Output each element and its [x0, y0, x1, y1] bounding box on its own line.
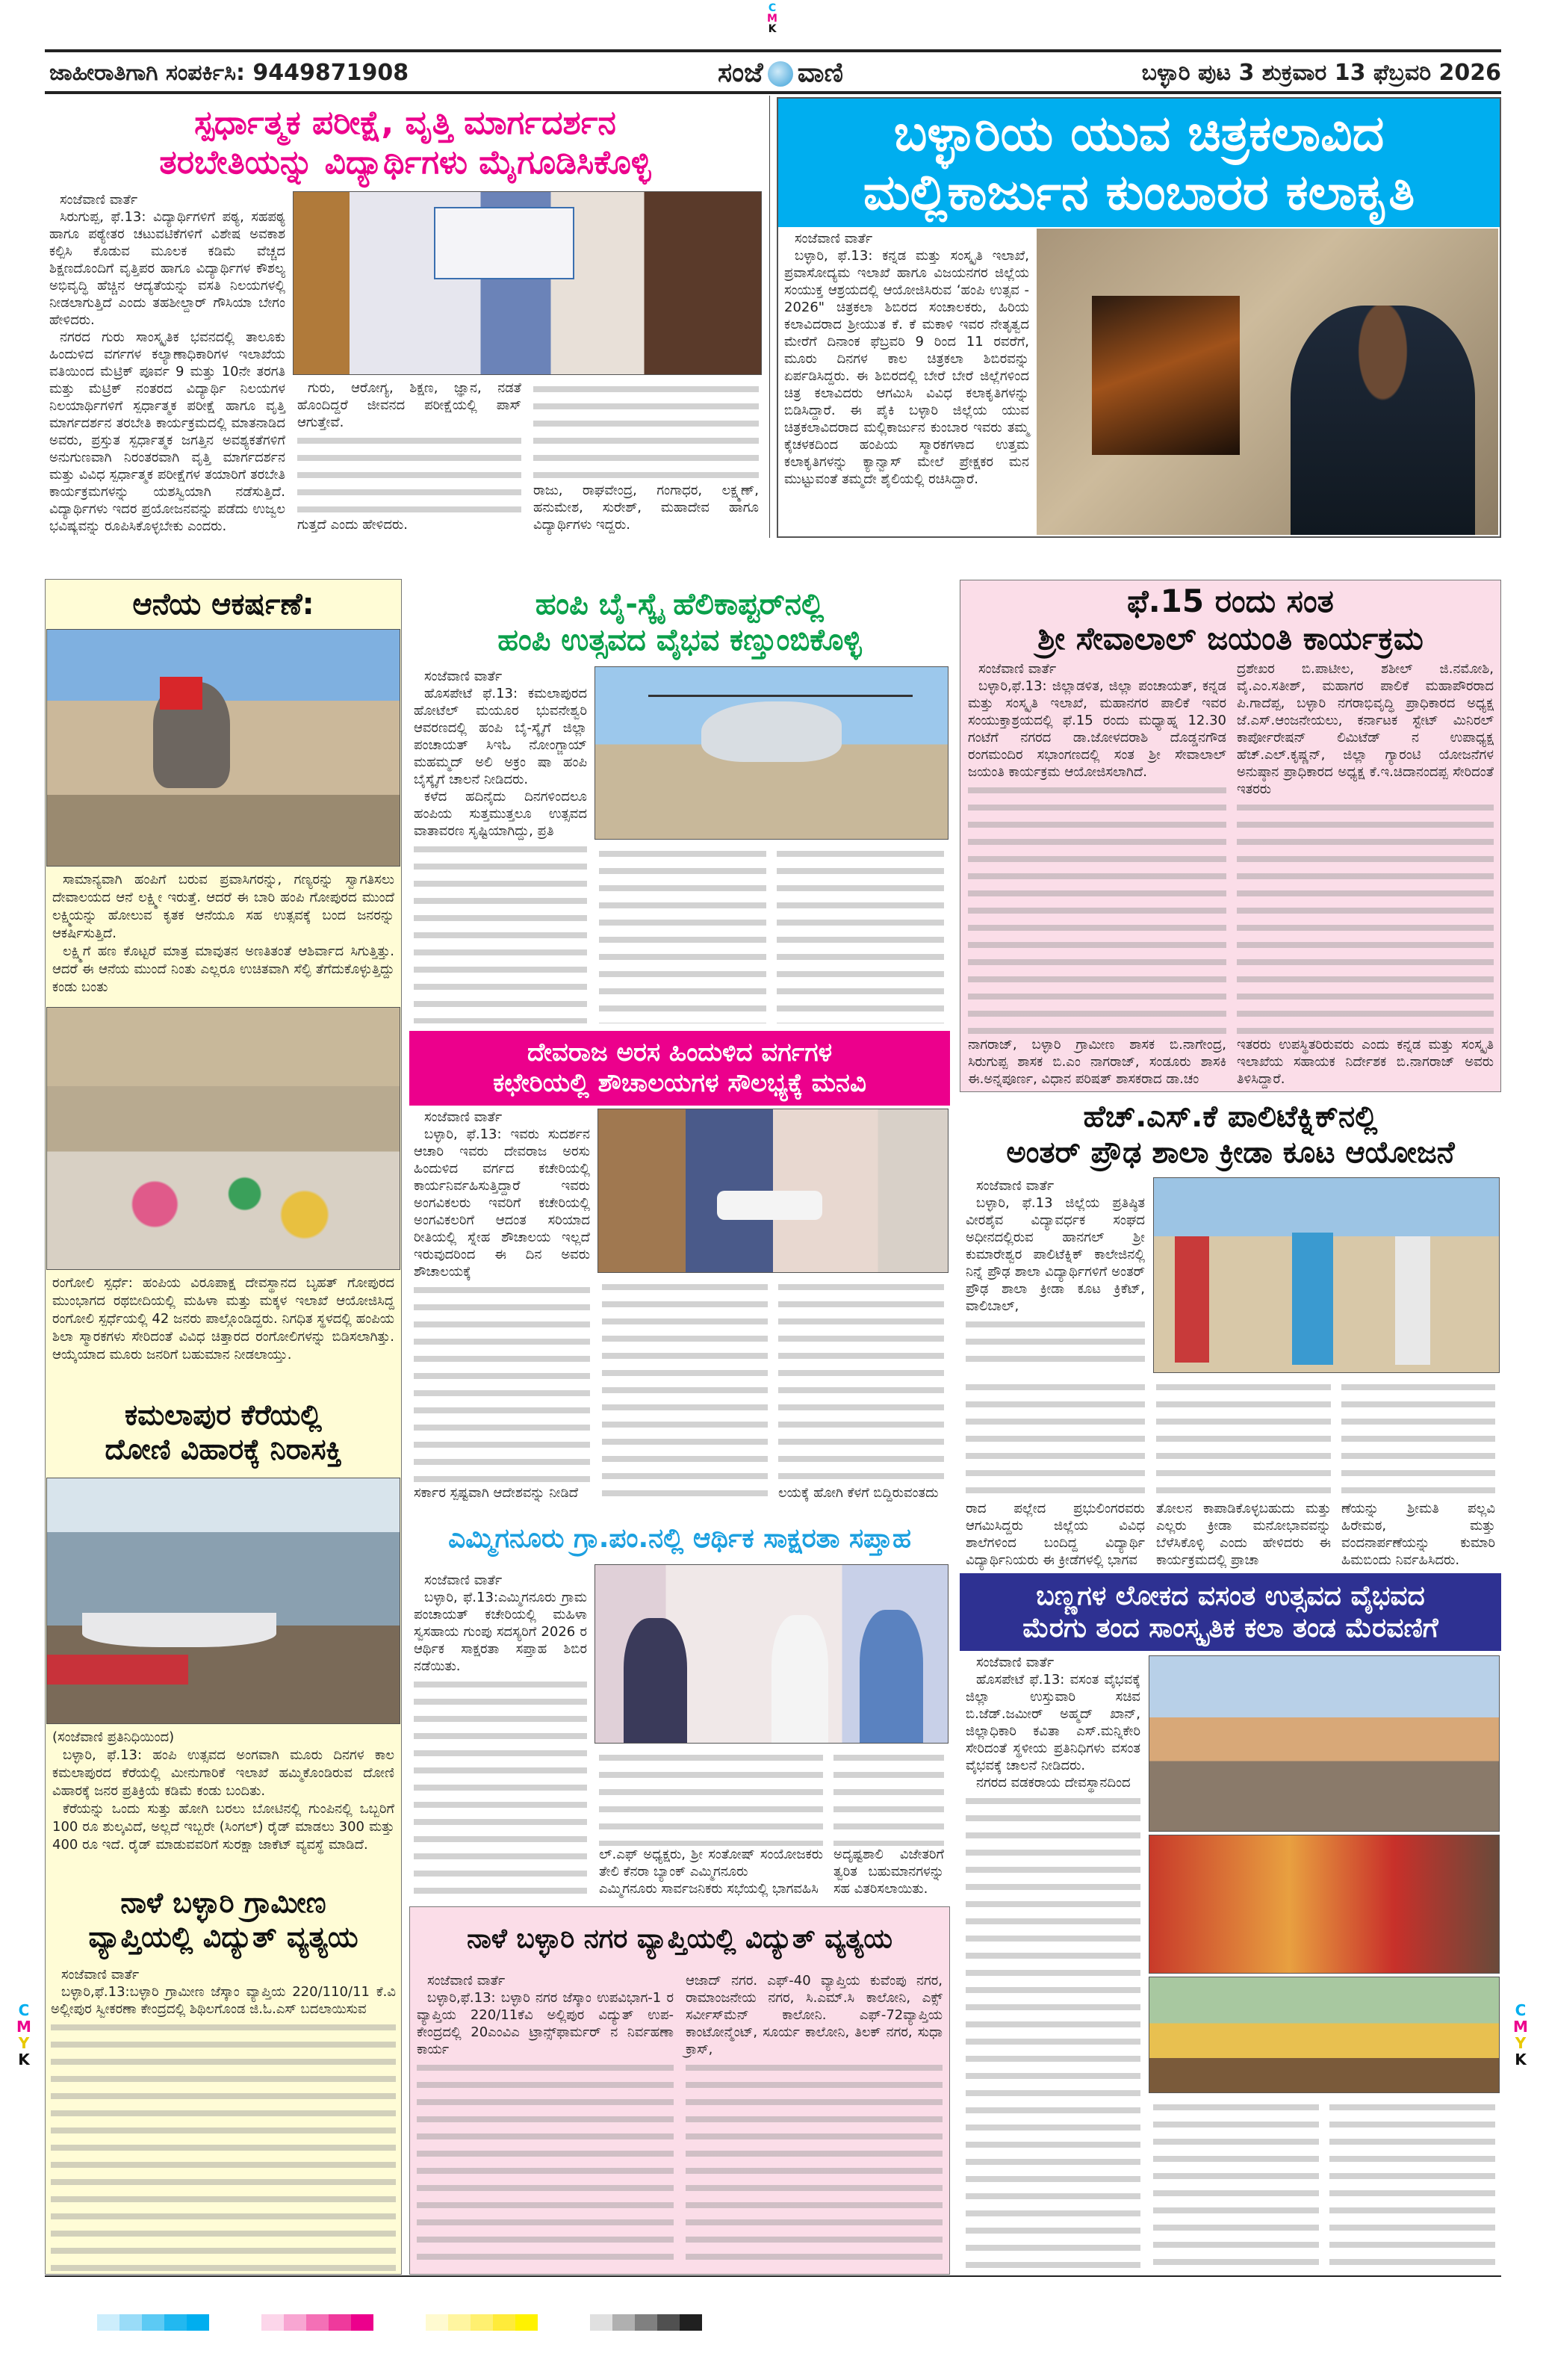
text-lines — [686, 2060, 943, 2271]
article-column — [961, 1376, 1149, 1570]
article-body-devaraja — [409, 1107, 594, 1503]
paragraph: ಕಳೆದ ಹದಿನೈದು ದಿನಗಳಿಂದಲೂ ಹಂಪಿಯ ಸುತ್ತಮುತ್ತಲೂ ಉತ್ಸವದ ವಾತಾವರಣ ಸೃಷ್ಟಿಯಾಗಿದ್ದು, ಪ್ರತಿ — [414, 789, 587, 839]
headline-line: ದೇವರಾಜ ಅರಸ ಹಿಂದುಳಿದ ವರ್ಗಗಳ — [527, 1038, 833, 1068]
byline: ಸಂಜೆವಾಣಿ ವಾರ್ತೆ — [427, 1973, 506, 1989]
rotor — [648, 695, 913, 697]
photo-elephant — [46, 629, 400, 867]
boat — [82, 1613, 276, 1647]
headline-line: ಫೆ.15 ರಂದು ಸಂತ — [1127, 582, 1334, 619]
byline: ಸಂಜೆವಾಣಿ ವಾರ್ತೆ — [424, 1572, 503, 1588]
text-lines — [1156, 1379, 1331, 1500]
color-swatch — [329, 2314, 351, 2331]
article-column — [597, 1276, 772, 1503]
text-lines — [533, 381, 759, 482]
person — [860, 1610, 923, 1744]
photo-procession-1 — [1149, 1655, 1500, 1832]
cyan-mark: C — [768, 2, 777, 14]
cyan-mark: C — [1515, 2001, 1527, 2019]
paragraph: ಲಯಕ್ಕೆ ಹೋಗಿ ಕೆಳಗೆ ಬಿದ್ದಿರುವಂತದು — [778, 1485, 939, 1501]
cyan-mark: C — [18, 2001, 30, 2019]
photo-injured-employee — [597, 1109, 949, 1273]
color-swatch — [471, 2314, 493, 2331]
color-swatch — [164, 2314, 187, 2331]
headline-line: ಶ್ರೀ ಸೇವಾಲಾಲ್ ಜಯಂತಿ ಕಾರ್ಯಕ್ರಮ — [1037, 620, 1424, 657]
article-column — [594, 1747, 828, 1899]
photo-boats — [46, 1478, 400, 1724]
headline-devaraja — [409, 1031, 950, 1106]
paragraph: ಕೆರೆಯನ್ನು ಒಂದು ಸುತ್ತು ಹೋಗಿ ಬರಲು ಬೋಟಿನಲ್ಲಿ ಗುಂಪಿನಲ್ಲಿ ಒಬ್ಬರಿಗೆ 100 ರೂ ಶುಲ್ಕವಿದೆ, ಅಲ್ಲದೆ ಇಬ್ಬರೇ (ಸಿಂಗಲ್) ರೈಡ್ ಮಾಡಲು 300 ಮತ್ತು 400 ರೂ ಇದೆ. ರೈಡ್ ಮಾಡುವವರಿಗೆ ಸುರಕ್ಷಾ ಜಾಕೆಟ್ ವ್ಯವಸ್ಥೆ ಮಾಡಿದೆ. — [52, 1801, 394, 1853]
banner — [434, 207, 574, 280]
photo-rangoli — [46, 1007, 400, 1270]
black-mark: K — [1515, 2051, 1527, 2068]
color-swatch — [284, 2314, 306, 2331]
article-body-young-artist — [780, 229, 1034, 535]
article-body-rural-power — [46, 1965, 400, 2272]
person — [624, 1618, 687, 1743]
byline: (ಸಂಜೆವಾಣಿ ಪ್ರತಿನಿಧಿಯಿಂದ) — [52, 1729, 175, 1745]
article-column — [1149, 2096, 1323, 2274]
text-lines — [966, 1316, 1145, 1373]
article-column — [1232, 659, 1498, 1089]
paragraph: ಹೊಸಪೇಟೆ ಫೆ.13: ವಸಂತ ವೈಭವಕ್ಕೆ ಜಿಲ್ಲಾ ಉಸ್ತುವಾರಿ ಸಚಿವ ಬಿ.ಜೆಡ್.ಜಮೀರ್ ಅಹ್ಮದ್ ಖಾನ್, ಜಿಲ್ಲಾಧಿಕಾರಿ ಕವಿತಾ ಎಸ್.ಮನ್ನಿಕೇರಿ ಸೇರಿದಂತೆ ಸ್ಥಳೀಯ ಪ್ರತಿನಿಧಿಗಳು ವಸಂತ ವೈಭವಕ್ಕೆ ಚಾಲನೆ ನೀಡಿದರು. — [966, 1672, 1140, 1773]
person — [1292, 1233, 1333, 1365]
headline-kamalapura — [45, 1395, 402, 1470]
text-lines — [966, 1793, 1140, 2272]
article-column — [1152, 1376, 1335, 1570]
text-lines — [414, 1676, 587, 1897]
byline: ಸಂಜೆವಾಣಿ ವಾರ್ತೆ — [976, 1178, 1055, 1194]
yellow-mark: Y — [1515, 2034, 1527, 2052]
article-body-city-power — [412, 1971, 678, 2272]
caption-paragraph: ಲಕ್ಷ್ಮಿಗೆ ಹಣ ಕೊಟ್ಟರೆ ಮಾತ್ರ ಮಾವುತನ ಅಣತಿತಂತೆ ಆಶಿರ್ವಾದ ಸಿಗುತ್ತಿತ್ತು. ಆದರೆ ಈ ಆನೆಯ ಮುಂದೆ ನಿಂತು ಎಲ್ಲರೂ ಉಚಿತವಾಗಿ ಸೆಲ್ಫಿ ತೆಗೆದುಕೊಳ್ಳುತ್ತಿದ್ದು ಕಂಡು ಬಂತು — [52, 943, 394, 995]
paragraph: ರಾದ ಪಲ್ಲೇದ ಪ್ರಭುಲಿಂಗರವರು ಆಗಮಿಸಿದ್ದರು ಜಿಲ್ಲೆಯ ವಿವಿಧ ಶಾಲೆಗಳಿಂದ ಬಂದಿದ್ದ ವಿದ್ಯಾರ್ಥಿ ವಿದ್ಯಾರ್ಥಿನಿಯರು ಈ ಕ್ರೀಡೆಗಳಲ್ಲಿ ಭಾಗವ — [966, 1501, 1145, 1568]
paragraph: ಣೆಯನ್ನು ಶ್ರೀಮತಿ ಪಲ್ಲವಿ ಹಿರೇಮಠ, ಮತ್ತು ವಂದನಾರ್ಪಣೆಯನ್ನು ಕುಮಾರಿ ಹಿಮಬಿಂದು ನಿರ್ವಹಿಸಿದರು. — [1341, 1501, 1495, 1568]
canvas-painting — [1092, 296, 1240, 455]
headline-line: ಬಣ್ಣಗಳ ಲೋಕದ ವಸಂತ ಉತ್ಸವದ ವೈಭವದ — [1036, 1580, 1425, 1611]
paragraph: ಎಮ್ಮಿಗನೂರು ಸಾರ್ವಜನಿಕರು ಸಭೆಯಲ್ಲಿ ಭಾಗವಹಿಸಿ — [599, 1881, 819, 1897]
text-lines — [777, 846, 944, 1023]
article-body-hsk-polytechnic — [961, 1176, 1149, 1375]
text-lines — [51, 2019, 396, 2271]
headline-emmiganur: ಎಮ್ಮಿಗನೂರು ಗ್ರಾ.ಪಂ.ನಲ್ಲಿ ಆರ್ಥಿಕ ಸಾಕ್ಷರತಾ ಸಪ್ತಾಹ — [448, 1523, 911, 1555]
color-swatch — [493, 2314, 515, 2331]
paragraph: ಹೊಸಪೇಟೆ ಫೆ.13: ಕಮಲಾಪುರದ ಹೋಟೆಲ್ ಮಯೂರ ಭುವನೇಶ್ವರಿ ಆವರಣದಲ್ಲಿ ಹಂಪಿ ಬೈ-ಸ್ಕೈಗೆ ಜಿಲ್ಲಾ ಪಂಚಾಯತ್ ಸಿಇಓ ನೋಂಗ್ಜಾಯ್ ಮಹಮ್ಮದ್ ಅಲಿ ಅಕ್ರಂ ಷಾ ಹಂಪಿ ಬೈಸ್ಕೈಗೆ ಚಾಲನೆ ನೀಡಿದರು. — [414, 686, 587, 787]
byline: ಸಂಜೆವಾಣಿ ವಾರ್ತೆ — [978, 661, 1057, 677]
headline-hampi-heli — [409, 580, 950, 665]
article-column — [594, 843, 771, 1025]
paragraph: ನಗರದ ಗುರು ಸಾಂಸ್ಕೃತಿಕ ಭವನದಲ್ಲಿ ತಾಲೂಕು ಹಿಂದುಳಿದ ವರ್ಗಗಳ ಕಲ್ಯಾಣಾಧಿಕಾರಿಗಳ ಇಲಾಖೆಯ ವತಿಯಿಂದ ಮೆಟ್ರಿಕ್ ಪೂರ್ವ 9 ಮತ್ತು 10ನೇ ತರಗತಿ ಮತ್ತು ಮೆಟ್ರಿಕ್ ನಂತರದ ವಿದ್ಯಾರ್ಥಿ ನಿಲಯಗಳ ನಿಲಯಾರ್ಥಿಗಳಿಗೆ ಸ್ಪರ್ಧಾತ್ಮಕ ಪರೀಕ್ಷೆ ಹಾಗೂ ವೃತ್ತಿ ಮಾರ್ಗದರ್ಶನ ತರಬೇತಿ ಕಾರ್ಯಕ್ರಮದಲ್ಲಿ ಮಾತನಾಡಿದ ಅವರು, ಪ್ರಸ್ತುತ ಸ್ಪರ್ಧಾತ್ಮಕ ಜಗತ್ತಿನ ಅವಶ್ಯಕತೆಗಳಿಗೆ ಅನುಗುಣವಾಗಿ ನಿರಂತರವಾಗಿ ವೃತ್ತಿ ಮಾರ್ಗದರ್ಶನ ಮತ್ತು ವಿವಿಧ ಸ್ಪರ್ಧಾತ್ಮಕ ಪರೀಕ್ಷೆಗಳ ತಯಾರಿಗೆ ತರಬೇತಿ ಕಾರ್ಯಕ್ರಮಗಳನ್ನು ಯಶಸ್ವಿಯಾಗಿ ನಡೆಸುತ್ತಿದೆ. ವಿದ್ಯಾರ್ಥಿಗಳು ಇದರ ಪ್ರಯೋಜನವನ್ನು ಪಡೆದು ಉಜ್ವಲ ಭವಿಷ್ಯವನ್ನು ರೂಪಿಸಿಕೊಳ್ಳಬೇಕು ಎಂದರು. — [49, 329, 285, 534]
color-swatch — [351, 2314, 373, 2331]
paragraph: ರಾಜು, ರಾಘವೇಂದ್ರ, ಗಂಗಾಧರ, ಲಕ್ಷ್ಮಣ್, ಹನುಮೇಶ, ಸುರೇಶ್, ಮಹಾದೇವ ಹಾಗೂ ವಿದ್ಯಾರ್ಥಿಗಳು ಇದ್ದರು. — [533, 483, 759, 533]
article-column — [1325, 2096, 1500, 2274]
photo-procession-2 — [1149, 1835, 1500, 1974]
headline-line: ವ್ಯಾಪ್ತಿಯಲ್ಲಿ ವಿದ್ಯುತ್ ವ್ಯತ್ಯಯ — [88, 1921, 358, 1953]
text-lines — [602, 1279, 768, 1502]
headline-rural-power — [45, 1879, 402, 1962]
color-swatch — [142, 2314, 164, 2331]
color-swatch — [261, 2314, 284, 2331]
headline-line: ಕಮಲಾಪುರ ಕೆರೆಯಲ್ಲಿ — [125, 1398, 322, 1432]
text-lines — [1237, 799, 1494, 1036]
paragraph: ಅದೃಷ್ಟಶಾಲಿ ವಿಜೇತರಿಗೆ ತ್ವರಿತ ಬಹುಮಾನಗಳನ್ನು ಸಹ ವಿತರಿಸಲಾಯಿತು. — [833, 1847, 944, 1897]
color-swatch — [680, 2314, 702, 2331]
headline-line: ಮೆರಗು ತಂದ ಸಾಂಸ್ಕೃತಿಕ ಕಲಾ ತಂಡ ಮೆರವಣಿಗೆ — [1022, 1613, 1438, 1643]
headline-line: ಕಛೇರಿಯಲ್ಲಿ ಶೌಚಾಲಯಗಳ ಸೌಲಭ್ಯಕ್ಕೆ ಮನವಿ — [493, 1068, 866, 1098]
magenta-mark: M — [767, 13, 777, 25]
paragraph: ಗುರು, ಆರೋಗ್ಯ, ಶಿಕ್ಷಣ, ಜ್ಞಾನ, ನಡತೆ ಹೊಂದಿದ್ದರೆ ಜೀವನದ ಪರೀಕ್ಷೆಯಲ್ಲಿ ಪಾಸ್ ಆಗುತ್ತೇವೆ. — [297, 380, 521, 430]
color-swatch — [657, 2314, 680, 2331]
text-lines — [966, 1379, 1145, 1500]
person — [1175, 1236, 1209, 1363]
photo-procession-3 — [1149, 1977, 1500, 2093]
text-lines — [833, 1750, 944, 1846]
text-lines — [1341, 1379, 1495, 1500]
masthead-logo — [695, 54, 866, 93]
masthead-right: ವಾಣಿ — [797, 58, 843, 88]
yellow-mark: Y — [18, 2034, 30, 2052]
headline-young-artist — [778, 99, 1500, 227]
paragraph: ಸಿರುಗುಪ್ಪ, ಫೆ.13: ವಿದ್ಯಾರ್ಥಿಗಳಿಗೆ ಪಠ್ಯ, ಸಹಪಠ್ಯ ಹಾಗೂ ಪಠ್ಯೇತರ ಚಟುವಟಿಕೆಗಳಿಗೆ ವಿಶೇಷ ಅವಕಾಶ ಕಲ್ಪಿಸಿ ಕೊಡುವ ಮೂಲಕ ಕಡಿಮೆ ವೆಚ್ಚದ ಶಿಕ್ಷಣದೊಂದಿಗೆ ವೃತ್ತಿಪರ ಹಾಗೂ ವಿದ್ಯಾರ್ಥಿಗಳ ಕೌಶಲ್ಯ ಅಭಿವೃದ್ಧಿ ಹೆಚ್ಚಿನ ಆದ್ಯತೆಯನ್ನು ವಸತಿ ನಿಲಯಗಳಲ್ಲಿ ನೀಡಲಾಗುತ್ತಿದೆ ಎಂದು ತಹಶೀಲ್ದಾರ್ ಗೌಸಿಯಾ ಬೇಗಂ ಹೇಳಿದರು. — [49, 209, 285, 328]
caption-paragraph: ಸಾಮಾನ್ಯವಾಗಿ ಹಂಪಿಗೆ ಬರುವ ಪ್ರವಾಸಿಗರನ್ನು, ಗಣ್ಯರನ್ನು ಸ್ವಾಗತಿಸಲು ದೇವಾಲಯದ ಆನೆ ಲಕ್ಷ್ಮೀ ಇರುತ್ತೆ. ಆದರೆ ಈ ಬಾರಿ ಹಂಪಿ ಗೋಪುರದ ಮುಂದೆ ಲಕ್ಷ್ಮಿಯನ್ನು ಹೋಲುವ ಕೃತಕ ಆನೆಯೂ ಸಹ ಉತ್ಸವಕ್ಕೆ ಬಂದ ಜನರನ್ನು ಆಕರ್ಷಿಸುತ್ತಿದೆ. — [52, 872, 394, 941]
article-column — [529, 378, 763, 535]
paragraph: ನಗರದ ವಡಕರಾಯ ದೇವಸ್ಥಾನದಿಂದ — [976, 1775, 1131, 1791]
rangoli-pattern — [65, 1152, 364, 1256]
text-lines — [414, 1282, 590, 1484]
paragraph: ಬಳ್ಳಾರಿ,ಫೆ.13: ಬಳ್ಳಾರಿ ನಗರ ಜೆಸ್ಕಾಂ ಉಪವಿಭಾಗ-1 ರ ವ್ಯಾಪ್ತಿಯ 220/11ಕೆವಿ ಅಲ್ಲಿಪುರ ವಿದ್ಯುತ್ ಉಪ-ಕೇಂದ್ರದಲ್ಲಿ 20ಎಂವಿಎ ಟ್ರಾನ್ಸ್‌ಫಾರ್ಮರ್ ನ ನಿರ್ವಹಣಾ ಕಾರ್ಯ — [417, 1990, 674, 2057]
headline-line: ತರಬೇತಿಯನ್ನು ವಿದ್ಯಾರ್ಥಿಗಳು ಮೈಗೂಡಿಸಿಕೊಳ್ಳಿ — [159, 143, 651, 182]
photo-artist-painting — [1037, 229, 1498, 535]
elephant-cloth — [160, 677, 202, 710]
article-column — [293, 378, 526, 535]
paragraph: ಬಳ್ಳಾರಿ, ಫೆ.13: ಹಂಪಿ ಉತ್ಸವದ ಅಂಗವಾಗಿ ಮೂರು ದಿನಗಳ ಕಾಲ ಕಮಲಾಪುರದ ಕೆರೆಯಲ್ಲಿ ಮೀನುಗಾರಿಕೆ ಇಲಾಖೆ ಹಮ್ಮಿಕೊಂಡಿರುವ ದೋಣಿ ವಿಹಾರಕ್ಕೆ ಜನರ ಪ್ರತಿಕ್ರಿಯೆ ಕಡಿಮೆ ಕಂಡು ಬಂದಿತು. — [52, 1747, 394, 1799]
globe-icon — [768, 61, 793, 87]
color-swatch — [306, 2314, 329, 2331]
person — [772, 1615, 828, 1743]
caption-rangoli: ರಂಗೋಲಿ ಸ್ಪರ್ಧೆ: ಹಂಪಿಯ ವಿರೂಪಾಕ್ಷ ದೇವಸ್ಥಾನದ ಬೃಹತ್ ಗೋಪುರದ ಮುಂಭಾಗದ ರಥಬೀದಿಯಲ್ಲಿ ಮಹಿಳಾ ಮತ್ತು ಮಕ್ಕಳ ಇಲಾಖೆ ಆಯೋಜಿಸಿದ್ದ ರಂಗೋಲಿ ಸ್ಪರ್ಧೆಯಲ್ಲಿ 42 ಜನರು ಪಾಲ್ಗೊಂಡಿದ್ದರು. ನಿಗಧಿತ ಸ್ಥಳದಲ್ಲಿ ಹಂಪಿಯ ಶಿಲಾ ಸ್ಮಾರಕಗಳು ಸೇರಿದಂತೆ ವಿವಿಧ ಚಿತ್ತಾರದ ರಂಗೋಲಿಗಳನ್ನು ಬಿಡಿಸಲಾಗಿತ್ತು. ಆಯ್ಕೆಯಾದ ಮೂರು ಜನರಿಗೆ ಬಹುಮಾನ ನೀಡಲಾಯ್ತು. — [52, 1275, 394, 1363]
color-swatch — [97, 2314, 119, 2331]
headline-line: ಹಂಪಿ ಉತ್ಸವದ ವೈಭವ ಕಣ್ತುಂಬಿಕೊಳ್ಳಿ — [497, 623, 862, 657]
paragraph: ಬಳ್ಳಾರಿ,ಫೆ.13:ಬಳ್ಳಾರಿ ಗ್ರಾಮೀಣ ಜೆಸ್ಕಾಂ ವ್ಯಾಪ್ತಿಯ 220/110/11 ಕೆ.ವಿ ಅಲ್ಲೀಪುರ ಸ್ವೀಕರಣಾ ಕೇಂದ್ರದಲ್ಲಿ ಶಿಥಿಲಗೊಂಡ ಜಿ.ಓ.ಎಸ್ ಬದಲಾಯಿಸುವ — [51, 1984, 396, 2017]
photo-sports-meet — [1153, 1177, 1500, 1373]
byline: ಸಂಜೆವಾಣಿ ವಾರ್ತೆ — [61, 1967, 140, 1983]
article-body-competitive-exam — [45, 190, 290, 535]
paragraph: ಬಳ್ಳಾರಿ, ಫೆ.13:ಎಮ್ಮಿಗನೂರು ಗ್ರಾಮ ಪಂಚಾಯತ್ ಕಚೇರಿಯಲ್ಲಿ ಮಹಿಳಾ ಸ್ವಸಹಾಯ ಗುಂಪು ಸದಸ್ಯರಿಗೆ 2026 ರ ಆರ್ಥಿಕ ಸಾಕ್ಷರತಾ ಸಪ್ತಾಹ ಶಿಬಿರ ನಡೆಯಿತು. — [414, 1590, 587, 1674]
boat — [47, 1655, 188, 1684]
headline-line: ಬಳ್ಳಾರಿಯ ಯುವ ಚಿತ್ರಕಲಾವಿದ — [893, 104, 1385, 162]
photo-financial-literacy — [594, 1564, 949, 1744]
paragraph: ಗುತ್ತದೆ ಎಂದು ಹೇಳಿದರು. — [297, 517, 408, 533]
paragraph: ನಾಗರಾಜ್, ಬಳ್ಳಾರಿ ಗ್ರಾಮೀಣ ಶಾಸಕ ಬಿ.ನಾಗೇಂದ್ರ, ಸಿರುಗುಪ್ಪ ಶಾಸಕ ಬಿ.ಎಂ ನಾಗರಾಜ್, ಸಂಡೂರು ಶಾಸಕಿ ಈ.ಅನ್ನಪೂರ್ಣ, ವಿಧಾನ ಪರಿಷತ್ ಶಾಸಕರಾದ ಡಾ.ಚಂ — [968, 1037, 1226, 1087]
black-mark: K — [18, 2051, 30, 2068]
color-swatch — [426, 2314, 448, 2331]
color-swatch — [448, 2314, 471, 2331]
article-column — [1337, 1376, 1500, 1570]
text-lines — [778, 1279, 944, 1484]
text-lines — [968, 782, 1226, 1036]
color-swatch — [515, 2314, 538, 2331]
caption-elephant — [46, 868, 400, 1002]
artist-figure — [1291, 306, 1475, 536]
article-column — [681, 1971, 947, 2272]
headline-line: ಹೆಚ್.ಎಸ್.ಕೆ ಪಾಲಿಟೆಕ್ನಿಕ್‌ನಲ್ಲಿ — [1083, 1100, 1378, 1134]
text-lines — [599, 1750, 823, 1846]
headline-line: ದೋಣಿ ವಿಹಾರಕ್ಕೆ ನಿರಾಸಕ್ತಿ — [105, 1433, 342, 1466]
registration-mark-left — [16, 2002, 31, 2068]
photo-student-training-event — [293, 191, 762, 375]
ad-contact: ಜಾಹೀರಾತಿಗಾಗಿ ಸಂಪರ್ಕಿಸಿ: 9449871908 — [49, 60, 409, 86]
paragraph: ತೋಲನ ಕಾಪಾಡಿಕೊಳ್ಳಬಹುದು ಮತ್ತು ಎಲ್ಲರು ಕ್ರೀಡಾ ಮನೋಭಾವವನ್ನು ಬೆಳೆಸಿಕೊಳ್ಳಿ ಎಂದು ಹೇಳಿದರು ಈ ಕಾರ್ಯಕ್ರಮದಲ್ಲಿ ಪ್ರಾಚಾ — [1156, 1501, 1331, 1568]
paragraph: ಬಳ್ಳಾರಿ, ಫೆ.13: ಕನ್ನಡ ಮತ್ತು ಸಂಸ್ಕೃತಿ ಇಲಾಖೆ, ಪ್ರವಾಸೋದ್ಯಮ ಇಲಾಖೆ ಹಾಗೂ ವಿಜಯನಗರ ಜಿಲ್ಲೆಯ ಸಂಯುಕ್ತ ಆಶ್ರಯದಲ್ಲಿ ಆಯೋಜಿಸಿರುವ ‘ಹಂಪಿ ಉತ್ಸವ - 2026" ಚಿತ್ರಕಲಾ ಶಿಬಿರದ ಸಂಚಾಲಕರು, ಹಿರಿಯ ಕಲಾವಿದರಾದ ಶ್ರೀಯುತ ಕೆ. ಕೆ ಮಕಾಳಿ ಇವರ ನೇತೃತ್ವದ ಮೇರೆಗೆ ದಿನಾಂಕ ಫೆಬ್ರವರಿ 9 ರಿಂದ 11 ರವರೆಗೆ, ಮೂರು ದಿನಗಳ ಕಾಲ ಚಿತ್ರಕಲಾ ಶಿಬಿರವನ್ನು ಏರ್ಪಡಿಸಿದ್ದರು. ಈ ಶಿಬಿರದಲ್ಲಿ ಬೇರೆ ಬೇರೆ ಜಿಲ್ಲೆಗಳಿಂದ ಚಿತ್ರ ಕಲಾವಿದರು ಆಗಮಿಸಿ ವಿವಿಧ ಕಲಾಕೃತಿಗಳನ್ನು ಬಿಡಿಸಿದ್ದಾರೆ. ಈ ಪೈಕಿ ಬಳ್ಳಾರಿ ಜಿಲ್ಲೆಯ ಯುವ ಚಿತ್ರಕಲಾವಿದರಾದ ಮಲ್ಲಿಕಾರ್ಜುನ ಕುಂಬಾರ ಇವರು ತಮ್ಮ ಕೈಚಳಕದಿಂದ ಹಂಪಿಯ ಸ್ಮಾರಕಗಳಾದ ಉತ್ತಮ ಕಲಾಕೃತಿಗಳನ್ನು ಕ್ಯಾನ್ವಾಸ್ ಮೇಲೆ ಪ್ರೇಕ್ಷಕರ ಮನ ಮುಟ್ಟುವಂತೆ ತಮ್ಮದೇ ಶೈಲಿಯಲ್ಲಿ ರಚಿಸಿದ್ದಾರೆ. — [784, 248, 1029, 487]
magenta-mark: M — [16, 2018, 31, 2036]
byline: ಸಂಜೆವಾಣಿ ವಾರ್ತೆ — [424, 1109, 503, 1125]
registration-mark-top — [765, 3, 780, 34]
footer-rule — [45, 2275, 1501, 2277]
article-body-hampi-heli — [409, 666, 592, 1025]
byline: ಸಂಜೆವಾಣಿ ವಾರ್ತೆ — [976, 1655, 1055, 1670]
headline-sevalal — [961, 583, 1500, 657]
person — [1395, 1236, 1429, 1365]
text-lines — [1153, 2099, 1319, 2272]
headline-line: ಮಲ್ಲಿಕಾರ್ಜುನ ಕುಂಬಾರರ ಕಲಾಕೃತಿ — [863, 164, 1415, 221]
column-divider — [769, 96, 770, 538]
bandaged-leg — [717, 1191, 822, 1220]
edition-info: ಬಳ್ಳಾರಿ ಪುಟ 3 ಶುಕ್ರವಾರ 13 ಫೆಬ್ರವರಿ 2026 — [1141, 60, 1501, 86]
headline-line: ನಾಳೆ ಬಳ್ಳಾರಿ ಗ್ರಾಮೀಣ — [120, 1886, 326, 1920]
text-lines — [414, 841, 587, 1023]
article-body-emmiganur — [409, 1570, 592, 1899]
text-lines — [599, 846, 766, 1023]
paragraph: ಸರ್ಕಾರ ಸ್ಪಷ್ಟವಾಗಿ ಆದೇಶವನ್ನು ನೀಡಿದೆ — [414, 1485, 579, 1501]
photo-helicopter — [594, 666, 949, 840]
headline-hsk-polytechnic — [960, 1095, 1501, 1174]
byline: ಸಂಜೆವಾಣಿ ವಾರ್ತೆ — [60, 192, 138, 208]
paragraph: ಬಳ್ಳಾರಿ, ಫೆ.13: ಇವರು ಸುದರ್ಶನ ಆಚಾರಿ ಇವರು ದೇವರಾಜ ಅರಸು ಹಿಂದುಳಿದ ವರ್ಗದ ಕಚೇರಿಯಲ್ಲಿ ಕಾರ್ಯನಿರ್ವಹಿಸುತ್ತಿದ್ದಾರೆ ಇವರು ಅಂಗವಿಕಲರು ಇವರಿಗೆ ಕಚೇರಿಯಲ್ಲಿ ಅಂಗವಿಕಲರಿಗೆ ಆದಂತ ಸರಿಯಾದ ರೀತಿಯಲ್ಲಿ ಸ್ನೇಹ ಶೌಚಾಲಯ ಇಲ್ಲದೆ ಇರುವುದರಿಂದ ಈ ದಿನ ಅವರು ಶೌಚಾಲಯಕ್ಕೆ — [414, 1127, 590, 1280]
masthead-left: ಸಂಜೆ — [717, 58, 763, 88]
headline-vasantha — [960, 1573, 1501, 1651]
headline-line: ಹಂಪಿ ಬೈ-ಸ್ಕೈ ಹೆಲಿಕಾಪ್ಟರ್‌ನಲ್ಲಿ — [535, 587, 825, 622]
paragraph: ಇತರರು ಉಪಸ್ಥಿತರಿರುವರು ಎಂದು ಕನ್ನಡ ಮತ್ತು ಸಂಸ್ಕೃತಿ ಇಲಾಖೆಯ ಸಹಾಯಕ ನಿರ್ದೇಶಕ ಬಿ.ನಾಗರಾಜ್ ಅವರು ತಿಳಿಸಿದ್ದಾರೆ. — [1237, 1037, 1494, 1087]
article-body-vasantha — [961, 1652, 1145, 2274]
article-kamalapura-body — [46, 1726, 400, 1871]
color-swatch — [187, 2314, 209, 2331]
color-swatch — [635, 2314, 657, 2331]
color-swatch — [612, 2314, 635, 2331]
text-lines — [297, 433, 521, 516]
text-lines — [1329, 2099, 1495, 2272]
paragraph: ಲ್.ಎಫ್ ಅಧ್ಯಕ್ಷರು, ಶ್ರೀ ಸಂತೋಷ್ ಸಂಯೋಜಕರು ತೇಲಿ ಕೆನರಾ ಬ್ಯಾಂಕ್ ಎಮ್ಮಿಗನೂರು — [599, 1847, 823, 1879]
paragraph: ಆಜಾದ್ ನಗರ. ಎಫ್-40 ವ್ಯಾಪ್ತಿಯ ಕುವೆಂಪು ನಗರ, ರಾಮಾಂಜನೇಯ ನಗರ, ಸಿ.ಎಮ್.ಸಿ ಕಾಲೋನಿ, ಎಕ್ಸ್ ಸರ್ವೀಸ್‌ಮೆನ್ ಕಾಲೋನಿ. ಎಫ್-72ವ್ಯಾಪ್ತಿಯ ಕಾಂಟೋನ್ಮೆಂಟ್, ಸೂರ್ಯ ಕಾಲೋನಿ, ತಿಲಕ್ ನಗರ, ಸುಧಾ ಕ್ರಾಸ್, — [686, 1973, 943, 2057]
headline-line: ಸ್ಪರ್ಧಾತ್ಮಕ ಪರೀಕ್ಷೆ, ವೃತ್ತಿ ಮಾರ್ಗದರ್ಶನ — [194, 104, 616, 143]
byline: ಸಂಜೆವಾಣಿ ವಾರ್ತೆ — [795, 231, 873, 247]
headline-city-power: ನಾಳೆ ಬಳ್ಳಾರಿ ನಗರ ವ್ಯಾಪ್ತಿಯಲ್ಲಿ ವಿದ್ಯುತ್ ವ್ಯತ್ಯಯ — [467, 1924, 892, 1955]
paragraph: ಬಳ್ಳಾರಿ, ಫೆ.13 ಜಿಲ್ಲೆಯ ಪ್ರತಿಷ್ಠಿತ ವೀರಶೈವ ವಿದ್ಯಾವರ್ಧಕ ಸಂಘದ ಅಧೀನದಲ್ಲಿರುವ ಹಾನಗಲ್ ಶ್ರೀ ಕುಮಾರೇಶ್ವರ ಪಾಲಿಟೆಕ್ನಿಕ್ ಕಾಲೇಜಿನಲ್ಲಿ ನಿನ್ನೆ ಪ್ರೌಢ ಶಾಲಾ ವಿದ್ಯಾರ್ಥಿಗಳಿಗೆ ಅಂತರ್ ಪ್ರೌಢ ಶಾಲಾ ಕ್ರೀಡಾ ಕೂಟ ಕ್ರಿಕೆಟ್, ವಾಲಿಬಾಲ್, — [966, 1195, 1145, 1314]
paragraph: ದ್ರಶೇಖರ ಬಿ.ಪಾಟೀಲ, ಶಶೀಲ್ ಜಿ.ನಮೋಶಿ, ವೈ.ಎಂ.ಸತೀಶ್, ಮಹಾಗರ ಪಾಲಿಕೆ ಮಹಾಪೌರರಾದ ಪಿ.ಗಾದೆಪ್ಪ, ಬಳ್ಳಾರಿ ನಗರಾಭಿವೃದ್ಧಿ ಪ್ರಾಧಿಕಾರದ ಅಧ್ಯಕ್ಷ ಜೆ.ಎಸ್.ಆಂಜನೇಯಲು, ಕರ್ನಾಟಕ ಸ್ಟೇಟ್ ಮಿನಿರಲ್ ಕಾರ್ಪೋರೇಷನ್ ಲಿಮಿಟೆಡ್ ನ ಉಪಾಧ್ಯಕ್ಷ ಹೆಚ್.ಎಲ್.ಕೃಷ್ಣನ್, ಜಿಲ್ಲಾ ಗ್ಯಾರಂಟಿ ಯೋಜನೆಗಳ ಅನುಷ್ಠಾನ ಪ್ರಾಧಿಕಾರದ ಅಧ್ಯಕ್ಷ ಕೆ.ಇ.ಚಿದಾನಂದಪ್ಪ ಸೇರಿದಂತೆ ಇತರರು — [1237, 661, 1494, 797]
registration-mark-right — [1513, 2002, 1528, 2068]
headline-line: ಅಂತರ್ ಪ್ರೌಢ ಶಾಲಾ ಕ್ರೀಡಾ ಕೂಟ ಆಯೋಜನೆ — [1006, 1135, 1455, 1170]
color-swatch — [590, 2314, 612, 2331]
article-body-sevalal — [963, 659, 1231, 1089]
color-swatch — [119, 2314, 142, 2331]
article-column — [774, 1276, 949, 1503]
headline-competitive-exam — [45, 99, 766, 188]
helicopter — [701, 701, 842, 762]
byline: ಸಂಜೆವಾಣಿ ವಾರ್ತೆ — [424, 669, 503, 684]
article-column — [772, 843, 949, 1025]
article-column — [829, 1747, 949, 1899]
headline-elephant: ಆನೆಯ ಆಕರ್ಷಣೆ: — [132, 587, 314, 622]
paragraph: ಬಳ್ಳಾರಿ,ಫೆ.13: ಜಿಲ್ಲಾಡಳಿತ, ಜಿಲ್ಲಾ ಪಂಚಾಯತ್, ಕನ್ನಡ ಮತ್ತು ಸಂಸ್ಕೃತಿ ಇಲಾಖೆ, ಮಹಾನಗರ ಪಾಲಿಕೆ ಇವರ ಸಂಯುಕ್ತಾಶ್ರಯದಲ್ಲಿ ಫೆ.15 ರಂದು ಮಧ್ಯಾಹ್ನ 12.30 ಗಂಟೆಗೆ ನಗರದ ಡಾ.ಜೋಳದರಾಶಿ ದೊಡ್ಡನಗೌಡ ರಂಗಮಂದಿರ ಸಭಾಂಗಣದಲ್ಲಿ ಸಂತ ಶ್ರೀ ಸೇವಾಲಾಲ್ ಜಯಂತಿ ಕಾರ್ಯಕ್ರಮ ಆಯೋಜಿಸಲಾಗಿದೆ. — [968, 678, 1226, 780]
magenta-mark: M — [1513, 2018, 1528, 2036]
text-lines — [417, 2060, 674, 2271]
black-mark: K — [768, 23, 777, 35]
header-top-rule — [45, 49, 1501, 52]
